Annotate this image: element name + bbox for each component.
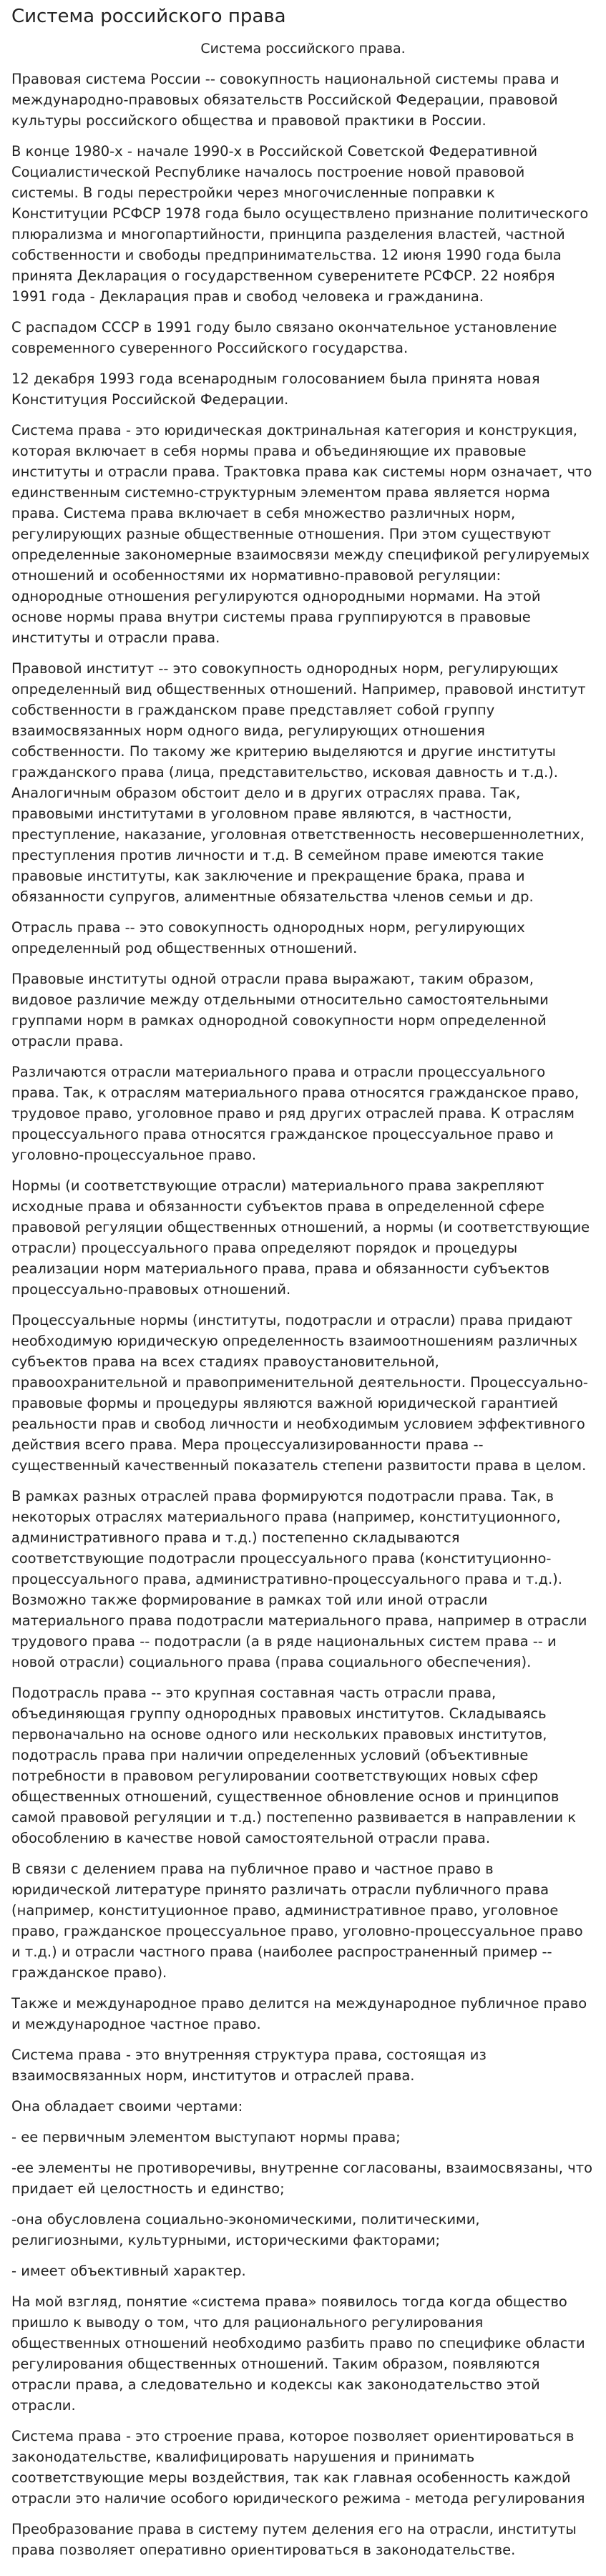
paragraph: В связи с делением права на публичное право и частное право в юридической литературе принято различать отрасли публичного права (например, конституционное право, административное право, уголовное право, гражданское процессуальное право, уголовно-процессуальное право и т.д.) и отрасли частного права (наиболее распространенный пример -- гражданское право). — [11, 1861, 583, 1981]
paragraph: Правовой институт -- это совокупность однородных норм, регулирующих определенный вид общественных отношений. Например, правовой институт собственности в гражданском праве представляет собой группу взаимосвязанных норм одного вида, регулирующих отношения собственности. По такому же критерию выделяются и другие институты гражданского права (лица, представительство, исковая давность и т.д.). Аналогичным образом обстоит дело и в других отраслях права. Так, правовыми институтами в уголовном праве являются, в частности, преступление, наказание, уголовная ответственность несовершеннолетних, преступления против личности и т.д. В семейном праве имеются такие правовые институты, как заключение и прекращение брака, права и обязанности супругов, алиментные обязательства членов семьи и др. — [11, 660, 586, 905]
paragraph: Она обладает своими чертами: — [11, 2098, 243, 2115]
paragraph: На мой взгляд, понятие «система права» появилось тогда когда общество пришло к выводу о том, что для рационального регулирования общественных отношений необходимо разбить право по специфике области регулирования общественных отношений. Таким образом, появляются отрасли права, а следовательно и кодексы как законодательство этой отрасли. — [11, 2293, 585, 2414]
paragraph: Система права - это юридическая доктринальная категория и конструкция, которая включает в себя нормы права и объединяющие их правовые институты и отрасли права. Трактовка права как системы норм означает, что единственным системно-структурным элементом права является норма права. Система права включает в себя множество различных норм, регулирующих разные общественные отношения. При этом существуют определенные закономерные взаимосвязи между спецификой регулируемых отношений и особенностями их нормативно-правовой регуляции: однородные отношения регулируются однородными нормами. На этой основе нормы права внутри системы права группируются в правовые институты и отрасли права. — [11, 422, 592, 646]
paragraph: Различаются отрасли материального права и отрасли процессуального права. Так, к отраслям материального права относятся гражданское право, трудовое право, уголовное право и ряд других отраслей права. К отраслям процессуального права относятся гражданское процессуальное право и уголовно-процессуальное право. — [11, 1064, 580, 1163]
document-body — [11, 69, 595, 2560]
paragraph: Отрасль права -- это совокупность однородных норм, регулирующих определенный род общественных отношений. — [11, 919, 525, 956]
paragraph: Также и международное право делится на международное публичное право и международное частное право. — [11, 1995, 587, 2032]
paragraph: - ее первичным элементом выступают нормы права; — [11, 2129, 401, 2145]
paragraph: Процессуальные нормы (институты, подотрасли и отрасли) права придают необходимую юридическую определенность взаимоотношениям различных субъектов права на всех стадиях правоустановительной, правоохранительной и правоприменительной деятельности. Процессуально-правовые формы и процедуры являются важной юридической гарантией реальности прав и свобод личности и необходимым условием эффективного действия всего права. Мера процессуализированности права -- существенный качественный показатель степени развитости права в целом. — [11, 1312, 588, 1474]
paragraph: С распадом СССР в 1991 году было связано окончательное установление современного суверенного Российского государства. — [11, 319, 557, 356]
paragraph: В конце 1980-х - начале 1990-х в Российской Советской Федеративной Социалистической Республике началось построение новой правовой системы. В годы перестройки через многочисленные поправки к Конституции РСФСР 1978 года было осуществлено признание политического плюрализма и многопартийности, принципа разделения властей, частной собственности и свободы предпринимательства. 12 июня 1990 года была принята Декларация о государственном суверенитете РСФСР. 22 ноября 1991 года - Декларация прав и свобод человека и гражданина. — [11, 143, 589, 305]
paragraph: Правовая система России -- совокупность национальной системы права и международно-правовых обязательств Российской Федерации, правовой культуры российского общества и правовой практики в России. — [11, 71, 559, 129]
paragraph: -ее элементы не противоречивы, внутренне согласованы, взаимосвязаны, что придает ей целостность и единство; — [11, 2160, 593, 2197]
paragraph: -она обусловлена социально-экономическими, политическими, религиозными, культурными, историческими факторами; — [11, 2211, 480, 2248]
paragraph: Правовые институты одной отрасли права выражают, таким образом, видовое различие между отдельными относительно самостоятельными группами норм в рамках однородной совокупности норм определенной отрасли права. — [11, 971, 549, 1049]
paragraph: Подотрасль права -- это крупная составная часть отрасли права, объединяющая группу однородных правовых институтов. Складываясь первоначально на основе одного или нескольких правовых институтов, подотрасль права при наличии определенных условий (объективные потребности в правовом регулировании соответствующих новых сфер общественных отношений, существенное обновление основ и принципов самой правовой регуляции и т.д.) постепенно развивается в направлении к обособлению в качестве новой самостоятельной отрасли права. — [11, 1685, 576, 1846]
paragraph: Система права - это внутренняя структура права, состоящая из взаимосвязанных норм, институтов и отраслей права. — [11, 2047, 487, 2084]
paragraph: Нормы (и соответствующие отрасли) материального права закрепляют исходные права и обязанности субъектов права в определенной сфере правовой регуляции общественных отношений, а нормы (и соответствующие отрасли) процессуального права определяют порядок и процедуры реализации норм материального права, права и обязанности субъектов процессуально-правовых отношений. — [11, 1177, 590, 1298]
page-title: Система российского права — [11, 6, 286, 27]
paragraph: Преобразование права в систему путем деления его на отрасли, институты права позволяет оперативно ориентироваться в законодательстве. — [11, 2521, 577, 2558]
paragraph: 12 декабря 1993 года всенародным голосованием была принята новая Конституция Российской Федерации. — [11, 371, 540, 408]
document-subtitle: Система российского права. — [200, 41, 406, 57]
paragraph: В рамках разных отраслей права формируются подотрасли права. Так, в некоторых отраслях материального права (например, конституционного, административного права и т.д.) постепенно складываются соответствующие подотрасли процессуального права (конституционно-процессуального права, административно-процессуального права и т.д.). Возможно также формирование в рамках той или иной отрасли материального права подотрасли материального права, например в отрасли трудового права -- подотрасли (а в ряде национальных систем права -- и новой отрасли) социального права (права социального обеспечения). — [11, 1488, 587, 1670]
paragraph: Система права - это строение права, которое позволяет ориентироваться в законодательстве, квалифицировать нарушения и принимать соответствующие меры воздействия, так как главная особенность каждой отрасли это наличие особого юридического режима - метода регулирования — [11, 2428, 585, 2507]
paragraph: - имеет объективный характер. — [11, 2263, 246, 2279]
